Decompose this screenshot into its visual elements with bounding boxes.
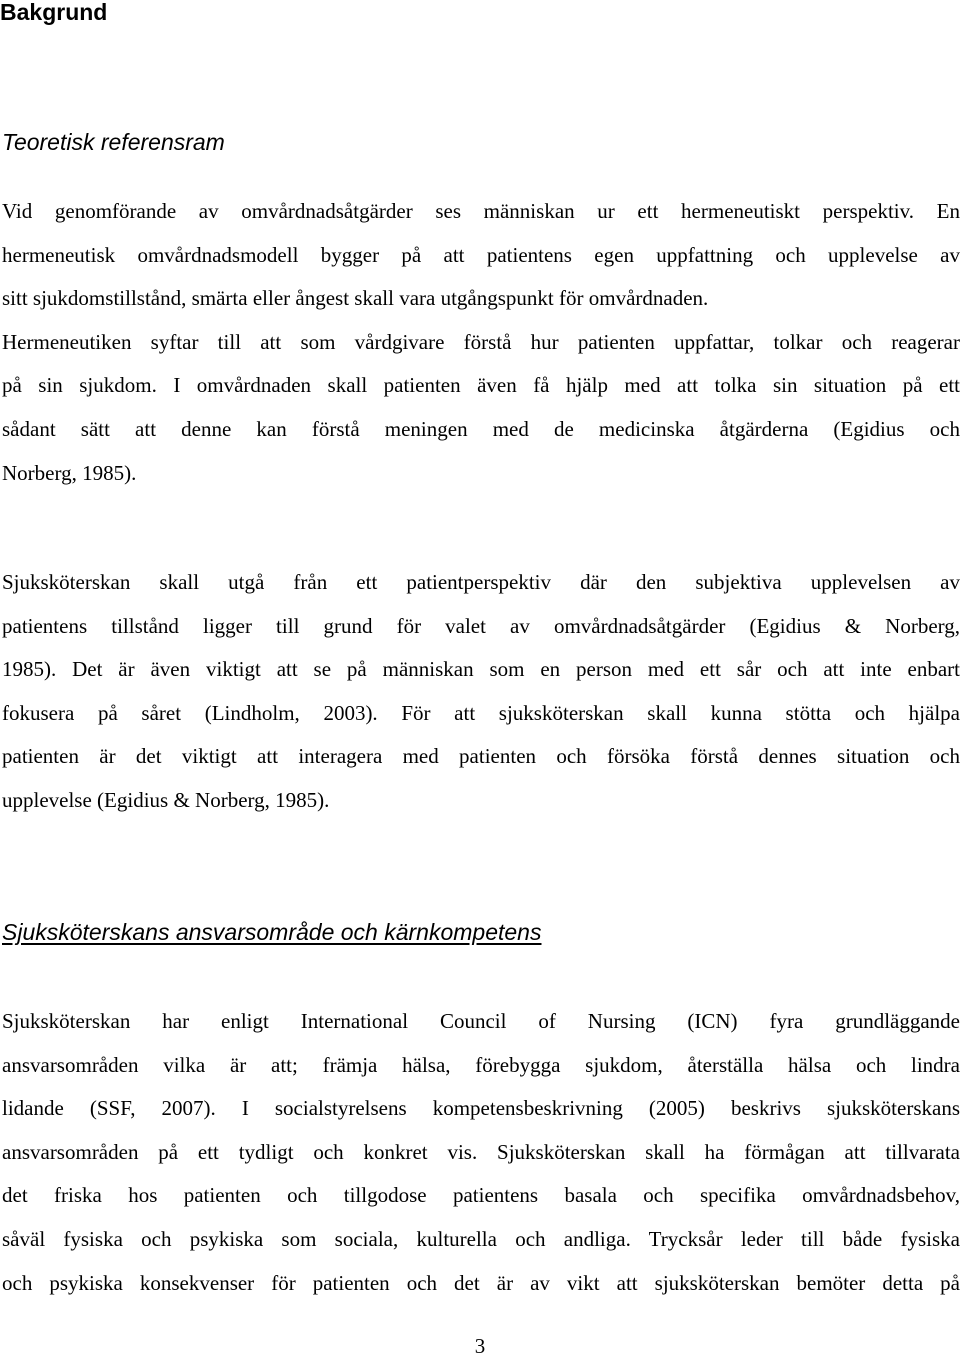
text-line: det friska hos patienten och tillgodose patientens basala och specifika omvårdnadsbehov, [2,1183,960,1208]
text-line: och psykiska konsekvenser för patienten och det är av vikt att sjuksköterskan bemöter detta på [2,1270,960,1295]
text-line: Sjuksköterskan skall utgå från ett patientperspektiv där den subjektiva upplevelsen av [2,570,960,594]
text-line: Sjuksköterskan har enligt International Council of Nursing (ICN) fyra grundläggande [2,1009,960,1033]
text-line: såväl fysiska och psykiska som sociala, kulturella och andliga. Trycksår leder till både fysiska [2,1226,960,1251]
text-line: fokusera på såret (Lindholm, 2003). För att sjuksköterskan skall kunna stötta och hjälpa [2,700,960,725]
text-line: Norberg, 1985). [2,460,137,485]
text-line: ansvarsområden på ett tydligt och konkret vis. Sjuksköterskan skall ha förmågan att tillvarata [2,1139,960,1164]
text-line: patientens tillstånd ligger till grund för valet av omvårdnadsåtgärder (Egidius & Norberg, [2,613,960,638]
paragraph-hermeneutik-lines [2,190,960,495]
text-line: upplevelse (Egidius & Norberg, 1985). [2,787,330,812]
text-line: lidande (SSF, 2007). I socialstyrelsens kompetensbeskrivning (2005) beskrivs sjuksköterskans [2,1096,960,1121]
page-number: 3 [474,1334,486,1358]
text-line: Hermeneutiken syftar till att som vårdgivare förstå hur patienten uppfattar, tolkar och reagerar [2,329,960,354]
text-line: 1985). Det är även viktigt att se på människan som en person med ett sår och att inte enbart [2,657,960,682]
heading-sjukskoterskans-ansvarsomrade: Sjuksköterskans ansvarsområde och kärnkompetens [2,919,542,945]
text-line: ansvarsområden vilka är att; främja hälsa, förebygga sjukdom, återställa hälsa och lindra [2,1052,960,1077]
paragraph-patientperspektiv [2,561,960,823]
paragraph-ansvarsomraden [2,1000,960,1305]
text-line: Vid genomförande av omvårdnadsåtgärder ses människan ur ett hermeneutiskt perspektiv. En [2,199,960,223]
text-line: sitt sjukdomstillstånd, smärta eller ångest skall vara utgångspunkt för omvårdnaden. [2,286,709,311]
heading-teoretisk-referensram: Teoretisk referensram [2,129,225,155]
text-line: på sin sjukdom. I omvårdnaden skall patienten även få hjälp med att tolka sin situation på ett [2,373,960,398]
text-line: hermeneutisk omvårdnadsmodell bygger på att patientens egen uppfattning och upplevelse av [2,242,960,267]
text-line: sådant sätt att denne kan förstå meningen med de medicinska åtgärderna (Egidius och [2,416,960,441]
heading-bakgrund: Bakgrund [0,0,108,25]
text-line: patienten är det viktigt att interagera med patienten och försöka förstå dennes situation och [2,744,960,769]
